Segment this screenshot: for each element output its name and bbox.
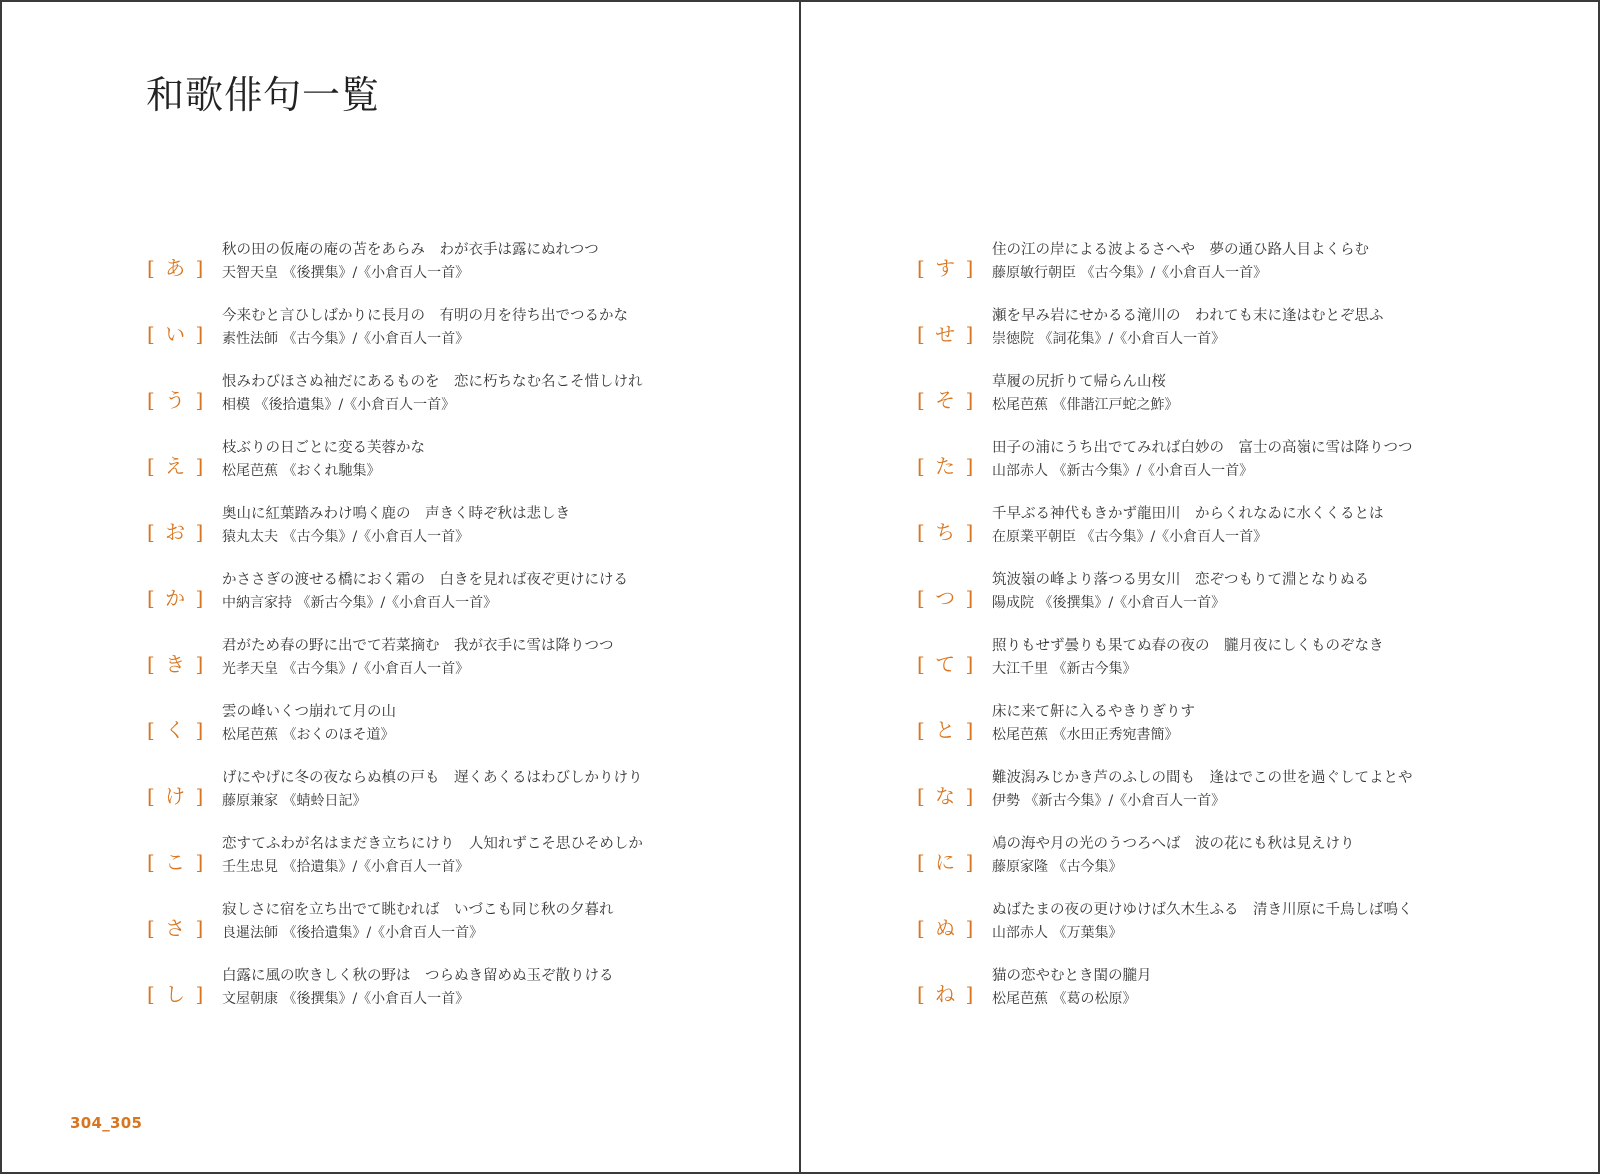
entry-text — [992, 436, 1413, 482]
kana-index-label: [ き ] — [147, 652, 206, 676]
kana-index-label: [ て ] — [917, 652, 976, 676]
poem-attribution: 壬生忠見 《拾遺集》/《小倉百人一首》 — [222, 859, 470, 875]
poem-attribution: 藤原敏行朝臣 《古今集》/《小倉百人一首》 — [992, 265, 1268, 281]
entry-i — [147, 304, 799, 370]
entry-ni — [917, 832, 1598, 898]
poem-attribution: 天智天皇 《後撰集》/《小倉百人一首》 — [222, 265, 470, 281]
entry-o — [147, 502, 799, 568]
kana-index-label: [ く ] — [147, 718, 206, 742]
page-title: 和歌俳句一覧 — [146, 73, 381, 117]
poem-attribution: 藤原家隆 《古今集》 — [992, 859, 1123, 875]
poem-text: 瀬を早み岩にせかるる滝川の われても末に逢はむとぞ思ふ — [992, 308, 1384, 324]
entry-chi — [917, 502, 1598, 568]
kana-index-label: [ か ] — [147, 586, 206, 610]
poem-text: ぬばたまの夜の更けゆけば久木生ふる 清き川原に千鳥しば鳴く — [992, 902, 1413, 918]
entry-text — [222, 370, 643, 416]
poem-attribution: 素性法師 《古今集》/《小倉百人一首》 — [222, 331, 470, 347]
poem-attribution: 在原業平朝臣 《古今集》/《小倉百人一首》 — [992, 529, 1268, 545]
entry-text — [992, 898, 1413, 944]
poem-attribution: 光孝天皇 《古今集》/《小倉百人一首》 — [222, 661, 470, 677]
poem-attribution: 松尾芭蕉 《おくれ馳集》 — [222, 463, 381, 479]
kana-index-label: [ し ] — [147, 982, 206, 1006]
kana-index-label: [ に ] — [917, 850, 976, 874]
poem-attribution: 藤原兼家 《蜻蛉日記》 — [222, 793, 367, 809]
kana-index-label: [ さ ] — [147, 916, 206, 940]
entry-su — [917, 238, 1598, 304]
kana-index-label: [ た ] — [917, 454, 976, 478]
kana-index-label: [ せ ] — [917, 322, 976, 346]
entry-text — [222, 964, 614, 1010]
entry-text — [222, 832, 643, 878]
poem-text: 寂しさに宿を立ち出でて眺むれば いづこも同じ秋の夕暮れ — [222, 902, 614, 918]
entry-text — [992, 766, 1413, 812]
kana-index-label: [ え ] — [147, 454, 206, 478]
kana-index-label: [ あ ] — [147, 256, 206, 280]
poem-attribution: 中納言家持 《新古今集》/《小倉百人一首》 — [222, 595, 498, 611]
kana-index-label: [ な ] — [917, 784, 976, 808]
entry-text — [222, 700, 396, 746]
poem-attribution: 大江千里 《新古今集》 — [992, 661, 1137, 677]
entry-text — [222, 634, 614, 680]
kana-index-label: [ ち ] — [917, 520, 976, 544]
page-number: 304_305 — [70, 1114, 143, 1132]
poem-text: 枝ぶりの日ごとに変る芙蓉かな — [222, 440, 425, 456]
entry-ki — [147, 634, 799, 700]
entry-shi — [147, 964, 799, 1030]
entry-ne — [917, 964, 1598, 1030]
poem-text: 難波潟みじかき芦のふしの間も 逢はでこの世を過ぐしてよとや — [992, 770, 1413, 786]
poem-text: 筑波嶺の峰より落つる男女川 恋ぞつもりて淵となりぬる — [992, 572, 1369, 588]
poem-text: げにやげに冬の夜ならぬ槙の戸も 遅くあくるはわびしかりけり — [222, 770, 643, 786]
poem-attribution: 崇徳院 《詞花集》/《小倉百人一首》 — [992, 331, 1226, 347]
poem-text: 恨みわびほさぬ袖だにあるものを 恋に朽ちなむ名こそ惜しけれ — [222, 374, 643, 390]
poem-attribution: 松尾芭蕉 《おくのほそ道》 — [222, 727, 395, 743]
kana-index-label: [ そ ] — [917, 388, 976, 412]
entry-ku — [147, 700, 799, 766]
entry-text — [222, 898, 614, 944]
poem-text: 床に来て鼾に入るやきりぎりす — [992, 704, 1195, 720]
poem-text: 住の江の岸による波よるさへや 夢の通ひ路人目よくらむ — [992, 242, 1369, 258]
poem-attribution: 陽成院 《後撰集》/《小倉百人一首》 — [992, 595, 1226, 611]
poem-attribution: 猿丸太夫 《古今集》/《小倉百人一首》 — [222, 529, 470, 545]
poem-text: 雲の峰いくつ崩れて月の山 — [222, 704, 396, 720]
right-page — [799, 0, 1600, 1174]
entry-text — [992, 964, 1152, 1010]
poem-text: 君がため春の野に出でて若菜摘む 我が衣手に雪は降りつつ — [222, 638, 614, 654]
kana-index-label: [ お ] — [147, 520, 206, 544]
entry-text — [992, 502, 1384, 548]
poem-attribution: 山部赤人 《万葉集》 — [992, 925, 1123, 941]
right-entry-list — [917, 238, 1598, 1030]
entry-text — [222, 766, 643, 812]
poem-text: 白露に風の吹きしく秋の野は つらぬき留めぬ玉ぞ散りける — [222, 968, 614, 984]
entry-nu — [917, 898, 1598, 964]
entry-so — [917, 370, 1598, 436]
kana-index-label: [ ぬ ] — [917, 916, 976, 940]
left-page — [0, 0, 801, 1174]
entry-ka — [147, 568, 799, 634]
poem-attribution: 松尾芭蕉 《俳諧江戸蛇之鮓》 — [992, 397, 1179, 413]
entry-text — [222, 502, 570, 548]
poem-text: 草履の尻折りて帰らん山桜 — [992, 374, 1166, 390]
poem-attribution: 山部赤人 《新古今集》/《小倉百人一首》 — [992, 463, 1254, 479]
entry-text — [992, 700, 1195, 746]
kana-index-label: [ い ] — [147, 322, 206, 346]
poem-attribution: 文屋朝康 《後撰集》/《小倉百人一首》 — [222, 991, 470, 1007]
entry-ko — [147, 832, 799, 898]
poem-text: 秋の田の仮庵の庵の苫をあらみ わが衣手は露にぬれつつ — [222, 242, 599, 258]
entry-to — [917, 700, 1598, 766]
kana-index-label: [ け ] — [147, 784, 206, 808]
kana-index-label: [ う ] — [147, 388, 206, 412]
poem-text: 今来むと言ひしばかりに長月の 有明の月を待ち出でつるかな — [222, 308, 628, 324]
poem-text: かささぎの渡せる橋におく霜の 白きを見れば夜ぞ更けにける — [222, 572, 628, 588]
entry-ta — [917, 436, 1598, 502]
poem-text: 照りもせず曇りも果てぬ春の夜の 朧月夜にしくものぞなき — [992, 638, 1384, 654]
entry-u — [147, 370, 799, 436]
entry-text — [992, 238, 1369, 284]
poem-text: 奥山に紅葉踏みわけ鳴く鹿の 声きく時ぞ秋は悲しき — [222, 506, 570, 522]
poem-attribution: 松尾芭蕉 《水田正秀宛書簡》 — [992, 727, 1179, 743]
entry-text — [222, 568, 628, 614]
kana-index-label: [ す ] — [917, 256, 976, 280]
poem-text: 田子の浦にうち出でてみれば白妙の 富士の高嶺に雪は降りつつ — [992, 440, 1413, 456]
entry-sa — [147, 898, 799, 964]
entry-text — [992, 832, 1355, 878]
entry-ke — [147, 766, 799, 832]
poem-attribution: 松尾芭蕉 《葛の松原》 — [992, 991, 1137, 1007]
kana-index-label: [ こ ] — [147, 850, 206, 874]
entry-na — [917, 766, 1598, 832]
poem-text: 恋すてふわが名はまだき立ちにけり 人知れずこそ思ひそめしか — [222, 836, 643, 852]
left-entry-list — [147, 238, 799, 1030]
entry-text — [992, 304, 1384, 350]
kana-index-label: [ と ] — [917, 718, 976, 742]
entry-se — [917, 304, 1598, 370]
entry-tsu — [917, 568, 1598, 634]
entry-text — [222, 436, 425, 482]
poem-text: 鳰の海や月の光のうつろへば 波の花にも秋は見えけり — [992, 836, 1355, 852]
entry-text — [992, 370, 1178, 416]
entry-e — [147, 436, 799, 502]
poem-attribution: 相模 《後拾遺集》/《小倉百人一首》 — [222, 397, 456, 413]
entry-text — [222, 304, 628, 350]
entry-text — [992, 634, 1384, 680]
poem-text: 千早ぶる神代もきかず龍田川 からくれなゐに水くくるとは — [992, 506, 1384, 522]
poem-attribution: 伊勢 《新古今集》/《小倉百人一首》 — [992, 793, 1226, 809]
kana-index-label: [ ね ] — [917, 982, 976, 1006]
poem-attribution: 良暹法師 《後拾遺集》/《小倉百人一首》 — [222, 925, 484, 941]
kana-index-label: [ つ ] — [917, 586, 976, 610]
entry-te — [917, 634, 1598, 700]
entry-text — [222, 238, 599, 284]
entry-text — [992, 568, 1369, 614]
entry-a — [147, 238, 799, 304]
poem-text: 猫の恋やむとき閨の朧月 — [992, 968, 1152, 984]
